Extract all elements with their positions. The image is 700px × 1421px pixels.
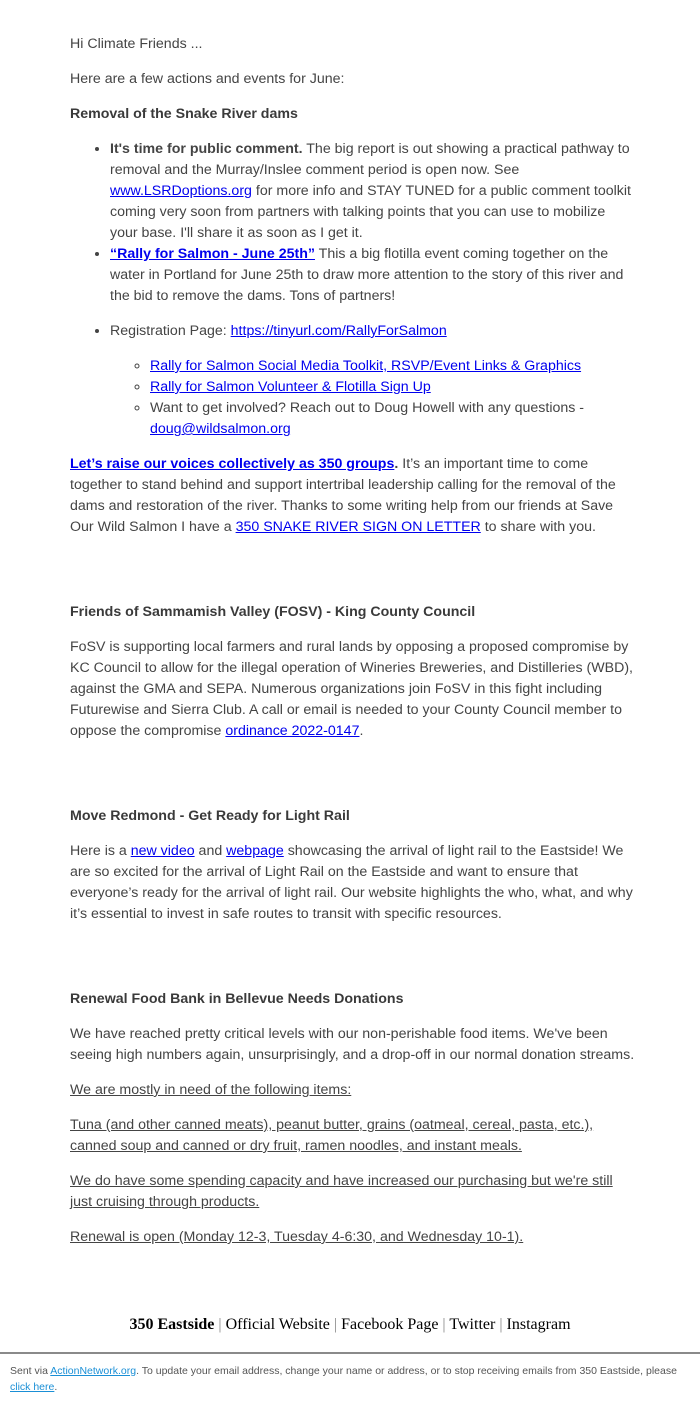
rally-for-salmon-link[interactable]: “Rally for Salmon - June 25th”	[110, 246, 315, 262]
org-name: 350 Eastside	[129, 1316, 215, 1333]
separator: |	[438, 1316, 450, 1333]
official-website-link[interactable]: Official Website	[225, 1316, 330, 1333]
paragraph-text: It’s an important time to come together to stand behind and support intertribal leadership calling for the removal of the dams and restoration of the river. Thanks to some writing help from our friends at Save Our Wild Salmon I have a	[70, 456, 616, 535]
notice-text: .	[54, 1381, 58, 1393]
doug-email-link[interactable]: doug@wildsalmon.org	[150, 421, 291, 437]
list-item	[150, 356, 636, 377]
list-item	[150, 398, 636, 440]
registration-label: Registration Page:	[110, 323, 231, 339]
list-item	[150, 377, 636, 398]
food-bank-need-intro: We are mostly in need of the following items:	[70, 1082, 352, 1098]
contact-text: Want to get involved? Reach out to Doug Howell with any questions -	[150, 400, 585, 416]
bold-period: .	[394, 456, 399, 472]
notice-text: Sent via	[10, 1365, 51, 1377]
section-heading-fosv: Friends of Sammamish Valley (FOSV) - King County Council	[70, 604, 476, 620]
footer-links	[0, 1316, 700, 1334]
bullet-text: for more info and STAY TUNED for a public comment toolkit coming very soon from partners with talking points that you can use to mobilize your base. I'll share it as soon as I get it.	[110, 183, 631, 241]
list-item	[110, 244, 636, 307]
section-heading-food-bank: Renewal Food Bank in Bellevue Needs Donations	[70, 991, 404, 1007]
webpage-link[interactable]: webpage	[226, 843, 284, 859]
action-network-link[interactable]: ActionNetwork.org	[50, 1365, 137, 1377]
collective-paragraph	[70, 454, 636, 538]
paragraph-text: showcasing the arrival of light rail to the Eastside! We are so excited for the arrival of Light Rail on the Eastside and want to ensure that everyone’s ready for the arrival of light rail. Our website highlights the who, what, and why it’s essential to invest in safe routes to transit with specific resources.	[70, 843, 633, 922]
separator: |	[495, 1316, 507, 1333]
intro: Here are a few actions and events for June:	[70, 71, 345, 87]
notice-text: . To update your email address, change your name or address, or to stop receiving emails from 350 Eastside, please	[136, 1365, 677, 1377]
registration-link[interactable]: https://tinyurl.com/RallyForSalmon	[230, 323, 447, 339]
lsrd-options-link[interactable]: www.LSRDoptions.org	[110, 183, 252, 199]
sign-on-letter-link[interactable]: 350 SNAKE RIVER SIGN ON LETTER	[235, 519, 481, 535]
facebook-page-link[interactable]: Facebook Page	[341, 1316, 439, 1333]
separator: |	[329, 1316, 342, 1333]
section-heading-snake-river: Removal of the Snake River dams	[70, 106, 298, 122]
list-item	[110, 139, 636, 244]
food-bank-capacity: We do have some spending capacity and have increased our purchasing but we're still just cruising through products.	[70, 1173, 613, 1210]
section-heading-move-redmond: Move Redmond - Get Ready for Light Rail	[70, 808, 350, 824]
food-bank-paragraph: We have reached pretty critical levels with our non-perishable food items. We've been seeing high numbers again, unsurprisingly, and a drop-off in our normal donation streams.	[70, 1026, 635, 1063]
separator: |	[214, 1316, 226, 1333]
bullet-text: This a big flotilla event coming together on the water in Portland for June 25th to draw more attention to the story of this river and the bid to remove the dams. Tons of partners!	[110, 246, 624, 304]
food-bank-items: Tuna (and other canned meats), peanut butter, grains (oatmeal, cereal, pasta, etc.), canned soup and canned or dry fruit, ramen noodles, and instant meals.	[70, 1117, 594, 1154]
greeting: Hi Climate Friends ...	[70, 36, 203, 52]
snake-river-list	[70, 139, 636, 440]
move-redmond-paragraph	[70, 841, 636, 925]
paragraph-text: FoSV is supporting local farmers and rural lands by opposing a proposed compromise by KC Council to allow for the illegal operation of Wineries Breweries, and Distilleries (WBD), against the GMA and SEPA. Numerous organizations join FoSV in this fight including Futurewise and Sierra Club. A call or email is needed to your County Council member to oppose the compromise	[70, 639, 633, 739]
unsubscribe-link[interactable]: click here	[10, 1381, 55, 1393]
instagram-link[interactable]: Instagram	[506, 1316, 571, 1333]
paragraph-text: and	[194, 843, 227, 859]
sent-via-notice	[10, 1363, 700, 1395]
paragraph-text: .	[359, 723, 364, 739]
rally-sub-list	[110, 356, 636, 440]
email-body	[70, 34, 636, 1262]
social-media-toolkit-link[interactable]: Rally for Salmon Social Media Toolkit, RSVP/Event Links & Graphics	[150, 358, 582, 374]
fosv-paragraph	[70, 637, 636, 742]
raise-voices-link[interactable]: Let’s raise our voices collectively as 350 groups	[70, 456, 395, 472]
list-item	[110, 321, 636, 440]
food-bank-hours: Renewal is open (Monday 12-3, Tuesday 4-6:30, and Wednesday 10-1).	[70, 1229, 524, 1245]
paragraph-text: Here is a	[70, 843, 131, 859]
volunteer-signup-link[interactable]: Rally for Salmon Volunteer & Flotilla Sign Up	[150, 379, 431, 395]
bullet-bold: It's time for public comment.	[110, 141, 303, 157]
footer-divider	[0, 1352, 700, 1354]
twitter-link[interactable]: Twitter	[449, 1316, 496, 1333]
paragraph-text: to share with you.	[480, 519, 596, 535]
new-video-link[interactable]: new video	[130, 843, 195, 859]
bullet-text: The big report is out showing a practical pathway to removal and the Murray/Inslee comment period is open now. See	[110, 141, 630, 178]
ordinance-link[interactable]: ordinance 2022-0147	[225, 723, 360, 739]
